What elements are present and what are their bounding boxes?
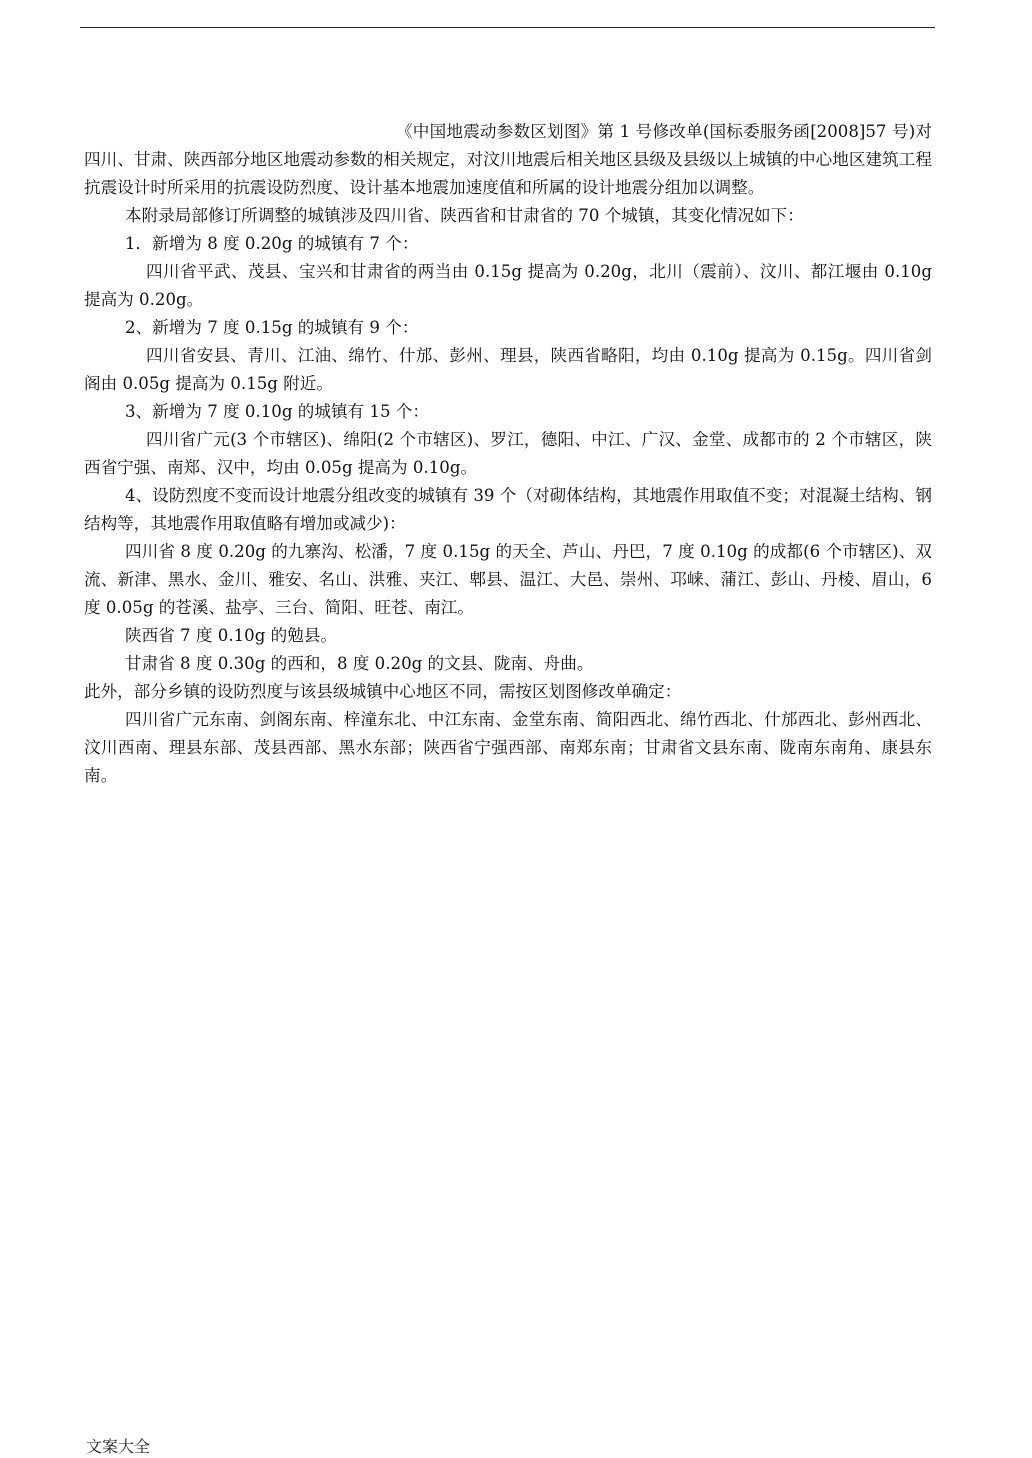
township-note: 此外，部分乡镇的设防烈度与该县级城镇中心地区不同，需按区划图修改单确定： [84, 682, 682, 701]
header-rule [80, 27, 935, 28]
intro-paragraph: 《中国地震动参数区划图》第 1 号修改单(国标委服务函[2008]57 号)对四川、甘肃、陕西部分地区地震动参数的相关规定，对汶川地震后相关地区县级及县级以上城镇的中心地区建筑工程抗震设计时所采用的抗震设防烈度、设计基本地震加速度值和所属的设计地震分组加以调整。 [84, 122, 932, 197]
item-4-sichuan: 四川省 8 度 0.20g 的九寨沟、松潘，7 度 0.15g 的天全、芦山、丹巴，7 度 0.10g 的成都(6 个市辖区)、双流、新津、黑水、金川、雅安、名山、洪雅、夹江、郫县、温江、大邑、崇州、邛崃、蒲江、彭山、丹棱、眉山，6 度 0.05g 的苍溪、盐亭、三台、简阳、旺苍、南江。 [84, 542, 932, 617]
item-1-detail: 四川省平武、茂县、宝兴和甘肃省的两当由 0.15g 提高为 0.20g，北川（震前）、汶川、都江堰由 0.10g 提高为 0.20g。 [84, 262, 932, 309]
item-2-detail: 四川省安县、青川、江油、绵竹、什邡、彭州、理县，陕西省略阳，均由 0.10g 提高为 0.15g。四川省剑阁由 0.05g 提高为 0.15g 附近。 [84, 346, 932, 393]
scope-paragraph: 本附录局部修订所调整的城镇涉及四川省、陕西省和甘肃省的 70 个城镇，其变化情况如下： [125, 206, 804, 225]
item-1-heading: 1．新增为 8 度 0.20g 的城镇有 7 个： [125, 234, 419, 253]
page-footer: 文案大全 [86, 1437, 151, 1456]
item-4-shaanxi: 陕西省 7 度 0.10g 的勉县。 [125, 626, 337, 645]
township-list: 四川省广元东南、剑阁东南、梓潼东北、中江东南、金堂东南、简阳西北、绵竹西北、什邡西北、彭州西北、汶川西南、理县东部、茂县西部、黑水东部；陕西省宁强西部、南郑东南；甘肃省文县东南、陇南东南角、康县东南。 [84, 710, 932, 785]
item-4-heading: 4、设防烈度不变而设计地震分组改变的城镇有 39 个（对砌体结构，其地震作用取值不变；对混凝土结构、钢结构等，其地震作用取值略有增加或减少)： [84, 486, 932, 533]
item-3-detail: 四川省广元(3 个市辖区)、绵阳(2 个市辖区)、罗江，德阳、中江、广汉、金堂、成都市的 2 个市辖区，陕西省宁强、南郑、汉中，均由 0.05g 提高为 0.10g。 [84, 430, 932, 477]
item-3-heading: 3、新增为 7 度 0.10g 的城镇有 15 个： [125, 402, 429, 421]
item-2-heading: 2、新增为 7 度 0.15g 的城镇有 9 个： [125, 318, 419, 337]
document-body [84, 118, 932, 790]
item-4-gansu: 甘肃省 8 度 0.30g 的西和，8 度 0.20g 的文县、陇南、舟曲。 [125, 654, 594, 673]
